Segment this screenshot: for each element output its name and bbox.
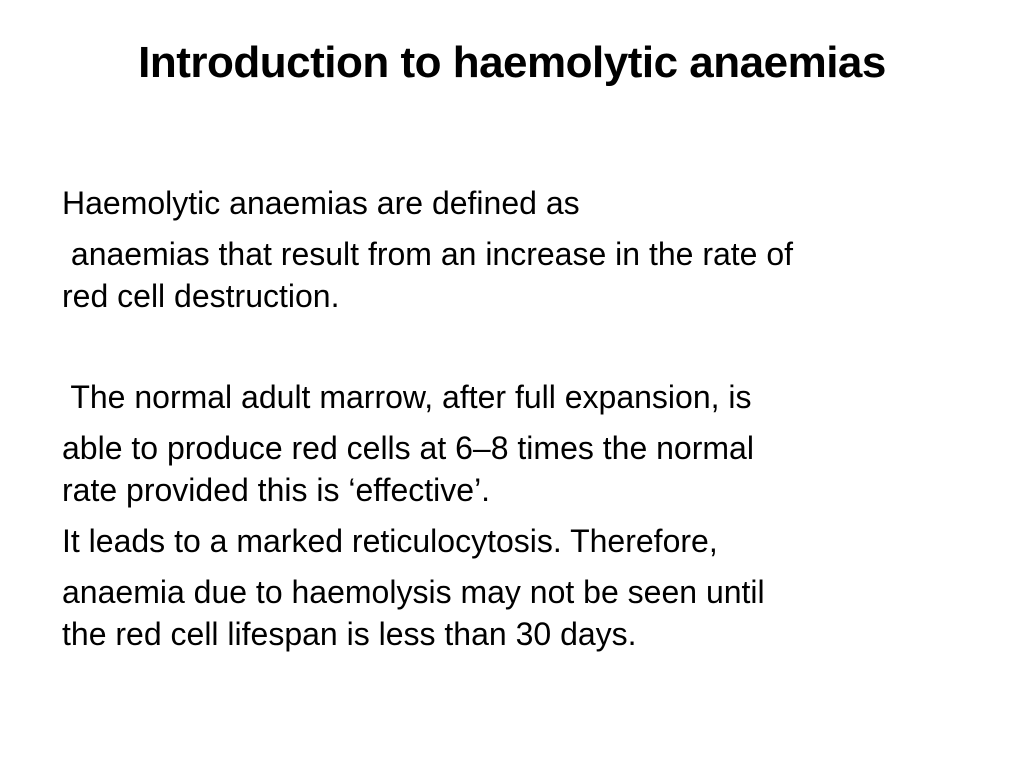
body-line-lifespan: the red cell lifespan is less than 30 days.	[62, 616, 637, 652]
body-line-marrow-capacity: able to produce red cells at 6–8 times the normal	[62, 430, 754, 466]
body-line-marrow-effective: rate provided this is ‘effective’.	[62, 472, 491, 508]
body-line-definition: anaemias that result from an increase in the rate of	[62, 236, 794, 272]
body-line-reticulocytosis: It leads to a marked reticulocytosis. Therefore,	[62, 523, 718, 559]
body-line-definition-intro: Haemolytic anaemias are defined as	[62, 185, 580, 221]
slide-title: Introduction to haemolytic anaemias	[138, 38, 886, 87]
body-line-anaemia: anaemia due to haemolysis may not be seen until	[62, 574, 765, 610]
body-line-definition-end: red cell destruction.	[62, 278, 340, 314]
body-line-marrow: The normal adult marrow, after full expansion, is	[62, 379, 752, 415]
